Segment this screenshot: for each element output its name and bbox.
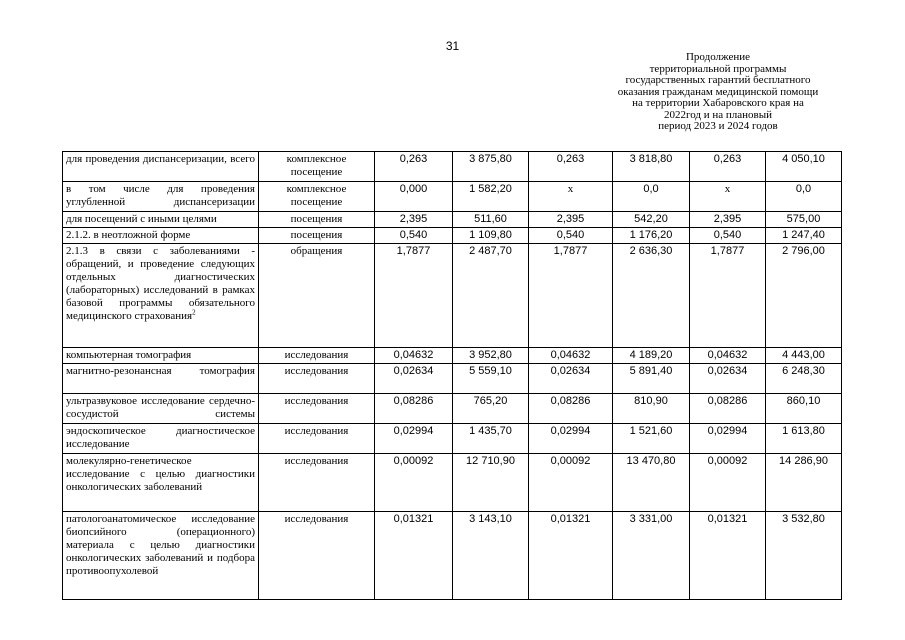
table-row xyxy=(63,394,842,424)
cost-2024-cell: 0,0 xyxy=(766,182,842,212)
norm-2022-cell: 1,7877 xyxy=(375,244,453,348)
care-type-cell: для проведения диспансеризации, всего xyxy=(63,152,259,182)
medical-care-standards-table xyxy=(62,151,842,600)
footnote-marker: 2 xyxy=(192,308,196,317)
cost-2023-cell: 542,20 xyxy=(613,212,690,228)
norm-2022-cell: 0,000 xyxy=(375,182,453,212)
cost-2023-cell: 5 891,40 xyxy=(613,364,690,394)
cost-2023-cell: 3 818,80 xyxy=(613,152,690,182)
heading-line: на территории Хабаровского края на xyxy=(632,97,804,109)
norm-2024-cell: 0,00092 xyxy=(690,454,766,512)
norm-2022-cell: 0,02994 xyxy=(375,424,453,454)
norm-2022-cell: 2,395 xyxy=(375,212,453,228)
norm-2023-cell: х xyxy=(529,182,613,212)
heading-line: оказания гражданам медицинской помощи xyxy=(617,85,819,98)
norm-2023-cell: 0,08286 xyxy=(529,394,613,424)
norm-2023-cell: 0,263 xyxy=(529,152,613,182)
cost-2022-cell: 765,20 xyxy=(453,394,529,424)
norm-2022-cell: 0,08286 xyxy=(375,394,453,424)
unit-cell: исследования xyxy=(259,424,375,454)
unit-cell: исследования xyxy=(259,364,375,394)
table-row xyxy=(63,182,842,212)
norm-2024-cell: 2,395 xyxy=(690,212,766,228)
cost-2022-cell: 1 582,20 xyxy=(453,182,529,212)
unit-cell: исследования xyxy=(259,512,375,600)
norm-2023-cell: 0,04632 xyxy=(529,348,613,364)
cost-2024-cell: 575,00 xyxy=(766,212,842,228)
cost-2022-cell: 3 875,80 xyxy=(453,152,529,182)
norm-2024-cell: 0,04632 xyxy=(690,348,766,364)
care-type-text: 2.1.3 в связи с заболеваниями - обращений, и проведение следующих отдельных диагностических (лабораторных) исследований в рамках базовой программы обязательного медицинского страхования xyxy=(66,245,255,322)
care-type-cell: молекулярно-генетическое исследование с целью диагностики онкологических заболеваний xyxy=(63,454,259,512)
norm-2024-cell: 0,02994 xyxy=(690,424,766,454)
cost-2023-cell: 4 189,20 xyxy=(613,348,690,364)
cost-2023-cell: 810,90 xyxy=(613,394,690,424)
cost-2022-cell: 12 710,90 xyxy=(453,454,529,512)
care-type-cell: ультразвуковое исследование сердечно-сосудистой системы xyxy=(63,394,259,424)
heading-line: государственных гарантий бесплатного xyxy=(625,74,811,86)
cost-2022-cell: 5 559,10 xyxy=(453,364,529,394)
norm-2023-cell: 0,02994 xyxy=(529,424,613,454)
norm-2022-cell: 0,00092 xyxy=(375,454,453,512)
norm-2023-cell: 0,540 xyxy=(529,228,613,244)
unit-cell: исследования xyxy=(259,454,375,512)
care-type-cell: магнитно-резонансная томография xyxy=(63,364,259,394)
norm-2024-cell: 0,08286 xyxy=(690,394,766,424)
care-type-cell: патологоанатомическое исследование биопсийного (операционного) материала с целью диагностики онкологических заболеваний и подбора противоопухолевой xyxy=(63,512,259,600)
cost-2023-cell: 1 521,60 xyxy=(613,424,690,454)
heading-line: Продолжение xyxy=(685,51,751,63)
table-row xyxy=(63,152,842,182)
norm-2024-cell: х xyxy=(690,182,766,212)
heading-line: территориальной программы xyxy=(649,62,787,75)
care-type-cell: 2.1.2. в неотложной форме xyxy=(63,228,259,244)
norm-2023-cell: 2,395 xyxy=(529,212,613,228)
table-row xyxy=(63,212,842,228)
table-row xyxy=(63,512,842,600)
table-row xyxy=(63,454,842,512)
table-row xyxy=(63,244,842,348)
care-type-cell xyxy=(63,244,259,348)
cost-2022-cell: 3 143,10 xyxy=(453,512,529,600)
norm-2024-cell: 0,540 xyxy=(690,228,766,244)
care-type-cell: компьютерная томография xyxy=(63,348,259,364)
cost-2023-cell: 2 636,30 xyxy=(613,244,690,348)
norm-2022-cell: 0,540 xyxy=(375,228,453,244)
cost-2023-cell: 3 331,00 xyxy=(613,512,690,600)
heading-line: 2022год и на плановый xyxy=(663,108,773,121)
cost-2022-cell: 2 487,70 xyxy=(453,244,529,348)
norm-2023-cell: 1,7877 xyxy=(529,244,613,348)
cost-2024-cell: 2 796,00 xyxy=(766,244,842,348)
cost-2023-cell: 0,0 xyxy=(613,182,690,212)
table-row xyxy=(63,228,842,244)
unit-cell: посещения xyxy=(259,212,375,228)
unit-cell: комплексное посещение xyxy=(259,152,375,182)
unit-cell: исследования xyxy=(259,394,375,424)
cost-2022-cell: 511,60 xyxy=(453,212,529,228)
unit-cell: посещения xyxy=(259,228,375,244)
page-number: 31 xyxy=(445,39,460,53)
table-row xyxy=(63,364,842,394)
cost-2022-cell: 1 435,70 xyxy=(453,424,529,454)
cost-2023-cell: 13 470,80 xyxy=(613,454,690,512)
norm-2024-cell: 1,7877 xyxy=(690,244,766,348)
unit-cell: комплексное посещение xyxy=(259,182,375,212)
norm-2022-cell: 0,02634 xyxy=(375,364,453,394)
norm-2024-cell: 0,263 xyxy=(690,152,766,182)
norm-2023-cell: 0,01321 xyxy=(529,512,613,600)
table-row xyxy=(63,424,842,454)
cost-2022-cell: 3 952,80 xyxy=(453,348,529,364)
heading-line: период 2023 и 2024 годов xyxy=(658,120,778,132)
cost-2022-cell: 1 109,80 xyxy=(453,228,529,244)
norm-2022-cell: 0,263 xyxy=(375,152,453,182)
care-type-cell: эндоскопическое диагностическое исследование xyxy=(63,424,259,454)
norm-2022-cell: 0,01321 xyxy=(375,512,453,600)
norm-2023-cell: 0,02634 xyxy=(529,364,613,394)
unit-cell: исследования xyxy=(259,348,375,364)
norm-2022-cell: 0,04632 xyxy=(375,348,453,364)
cost-2024-cell: 4 443,00 xyxy=(766,348,842,364)
unit-cell: обращения xyxy=(259,244,375,348)
continuation-heading xyxy=(596,52,840,133)
cost-2024-cell: 1 247,40 xyxy=(766,228,842,244)
norm-2024-cell: 0,01321 xyxy=(690,512,766,600)
norm-2023-cell: 0,00092 xyxy=(529,454,613,512)
care-type-cell: в том числе для проведения углубленной диспансеризации xyxy=(63,182,259,212)
cost-2024-cell: 1 613,80 xyxy=(766,424,842,454)
care-type-cell: для посещений с иными целями xyxy=(63,212,259,228)
cost-2024-cell: 14 286,90 xyxy=(766,454,842,512)
cost-2023-cell: 1 176,20 xyxy=(613,228,690,244)
cost-2024-cell: 6 248,30 xyxy=(766,364,842,394)
cost-2024-cell: 3 532,80 xyxy=(766,512,842,600)
table-row xyxy=(63,348,842,364)
cost-2024-cell: 860,10 xyxy=(766,394,842,424)
cost-2024-cell: 4 050,10 xyxy=(766,152,842,182)
norm-2024-cell: 0,02634 xyxy=(690,364,766,394)
